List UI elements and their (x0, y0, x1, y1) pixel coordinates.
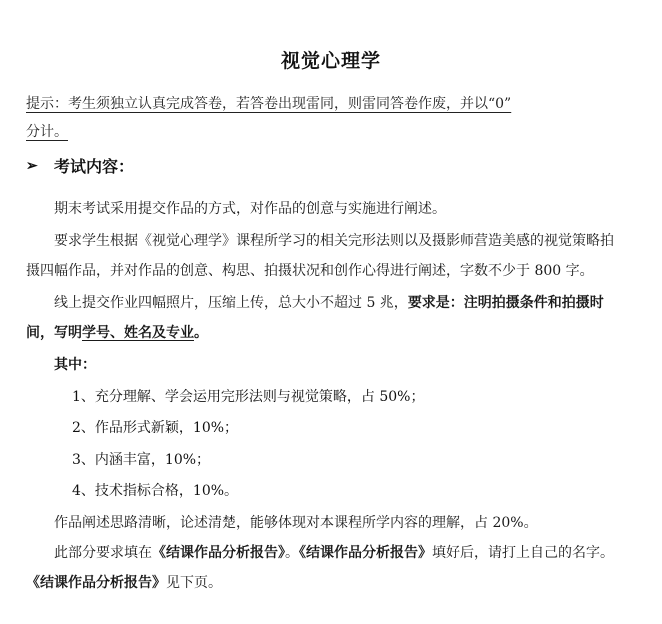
report-title-ref-1: 《结课作品分析报告》 (152, 545, 285, 561)
page-title: 视觉心理学 (280, 50, 381, 72)
section-heading (26, 154, 134, 177)
sub-heading: 其中： (54, 357, 96, 373)
paragraph-2: 要求学生根据《视觉心理学》课程所学习的相关完形法则以及摄影师营造美感的视觉策略拍摄四幅作品，并对作品的创意、构思、拍摄状况和创作心得进行阐述，字数不少于 800 字。 (26, 233, 614, 279)
paragraph-3-plain: 线上提交作业四幅照片，压缩上传，总大小不超过 5 兆， (54, 295, 408, 311)
notice-line-1: 提示：考生须独立认真完成答卷，若答卷出现雷同，则雷同答卷作废，并以“0” (26, 96, 512, 112)
paragraph-5 (26, 538, 616, 598)
paragraph-5-a: 此部分要求填在 (54, 545, 152, 561)
paragraph-3 (26, 288, 616, 348)
paragraph-3-end: 。 (194, 325, 208, 341)
notice-block (26, 90, 606, 146)
list-item: 2、作品形式新颖，10%； (72, 420, 239, 436)
paragraph-5-e: 填好后，请打上自己的名字。 (432, 545, 614, 561)
list-item: 1、充分理解、学会运用完形法则与视觉策略，占 50%； (72, 389, 425, 405)
paragraph-4: 作品阐述思路清晰，论述清楚，能够体现对本课程所学内容的理解，占 20%。 (54, 515, 538, 531)
arrow-bullet-icon: ➢ (26, 157, 38, 174)
section-heading-text: 考试内容： (54, 157, 135, 176)
paragraph-5-c: 。 (285, 545, 299, 561)
paragraph-3-bold: 要求是：注明拍摄条件和拍摄时间，写明 (26, 295, 604, 341)
paragraph-1: 期末考试采用提交作品的方式，对作品的创意与实施进行阐述。 (54, 201, 446, 217)
paragraph-5-g: 见下页。 (166, 575, 222, 591)
list-item: 3、内涵丰富，10%； (72, 452, 211, 468)
report-title-ref-2: 《结课作品分析报告》 (299, 545, 432, 561)
notice-line-2: 分计。 (26, 124, 68, 140)
report-title-ref-3: 《结课作品分析报告》 (26, 575, 166, 591)
paragraph-3-underline: 学号、姓名及专业 (82, 325, 194, 341)
list-item: 4、技术指标合格，10%。 (72, 483, 239, 499)
